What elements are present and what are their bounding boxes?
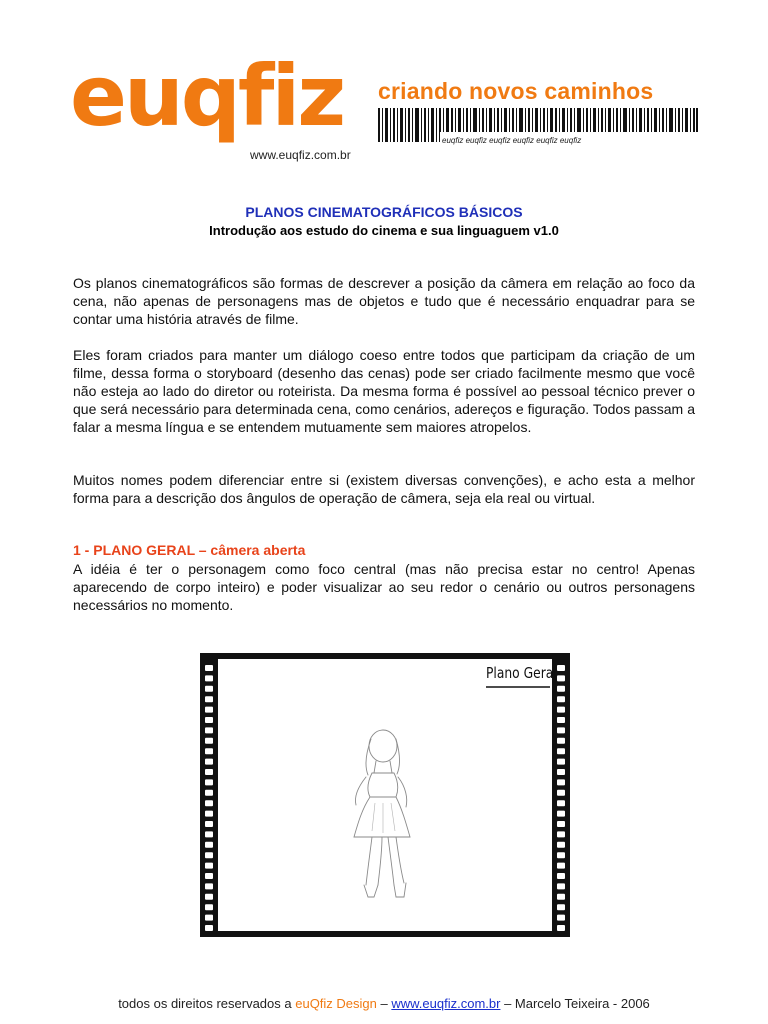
film-frame-illustration (200, 653, 570, 937)
footer (0, 996, 768, 1011)
sprocket-hole (557, 873, 565, 879)
sprocket-hole (205, 696, 213, 702)
section-heading-plano-geral: 1 - PLANO GERAL – câmera aberta (73, 542, 306, 558)
document-title: PLANOS CINEMATOGRÁFICOS BÁSICOS (245, 204, 523, 220)
sprocket-hole (557, 842, 565, 848)
sprocket-hole (205, 717, 213, 723)
sprocket-hole (205, 769, 213, 775)
footer-prefix: todos os direitos reservados a (118, 996, 296, 1011)
sprocket-hole (557, 675, 565, 681)
sprocket-hole (557, 665, 565, 671)
sprocket-hole (205, 894, 213, 900)
sprocket-hole (557, 883, 565, 889)
sprocket-hole (557, 748, 565, 754)
sprocket-hole (205, 925, 213, 931)
tagline: criando novos caminhos (378, 78, 654, 104)
barcode-caption: euqfiz euqfiz euqfiz euqfiz euqfiz euqfiz (442, 136, 582, 145)
sprocket-hole (205, 915, 213, 921)
paragraph-intro: Os planos cinematográficos são formas de descrever a posição da câmera em relação ao foco da cena, não apenas de personagens mas de objetos e tudo que é necessário enquadrar para se contar uma história através de filme. (73, 275, 695, 327)
sprocket-hole (205, 883, 213, 889)
sprocket-hole (205, 727, 213, 733)
sprocket-hole (205, 790, 213, 796)
footer-separator: – (376, 996, 392, 1011)
sprocket-hole (557, 779, 565, 785)
footer-credit: – Marcelo Teixeira - 2006 (500, 996, 650, 1011)
sprocket-hole (205, 759, 213, 765)
sprocket-hole (205, 686, 213, 692)
sprocket-hole (557, 831, 565, 837)
sprocket-hole (557, 769, 565, 775)
sprocket-hole (205, 665, 213, 671)
sprocket-hole (557, 717, 565, 723)
paragraph-plano-geral: A idéia é ter o personagem como foco central (mas não precisa estar no centro! Apenas aparecendo de corpo inteiro) e poder visualizar ao seu redor o cenário ou outros personagens necessários no momento. (73, 561, 695, 613)
sprocket-hole (557, 790, 565, 796)
figure-label: Plano Geral (486, 664, 557, 682)
sprocket-hole (557, 852, 565, 858)
logo-website: www.euqfiz.com.br (250, 148, 351, 162)
title-block (0, 203, 768, 240)
sprocket-hole (205, 873, 213, 879)
footer-website-link[interactable]: www.euqfiz.com.br (391, 996, 501, 1011)
sprocket-hole (205, 800, 213, 806)
sprocket-hole (205, 779, 213, 785)
logo-wordmark: euqfiz (70, 47, 344, 145)
sprocket-hole (205, 852, 213, 858)
header-logo (70, 47, 700, 170)
sprocket-hole (557, 894, 565, 900)
sprocket-hole (557, 696, 565, 702)
sprocket-hole (205, 904, 213, 910)
sprocket-hole (557, 759, 565, 765)
sprocket-hole (205, 863, 213, 869)
sprocket-hole (205, 811, 213, 817)
sprocket-hole (205, 821, 213, 827)
sprocket-hole (557, 800, 565, 806)
sprocket-hole (557, 686, 565, 692)
sprocket-hole (205, 675, 213, 681)
sprocket-hole (205, 707, 213, 713)
document-subtitle: Introdução aos estudo do cinema e sua linguaguem v1.0 (209, 223, 559, 238)
sprocket-hole (557, 863, 565, 869)
sprocket-hole (557, 727, 565, 733)
sprocket-hole (205, 842, 213, 848)
paragraph-purpose: Eles foram criados para manter um diálogo coeso entre todos que participam da criação de um filme, dessa forma o storyboard (desenho das cenas) pode ser criado facilmente mesmo que você não esteja ao lado do diretor ou roteirista. Da mesma forma é possível ao pessoal técnico prever o que será necessário para determinada cena, como cenários, adereços e figuração. Todos passam a falar a mesma língua e se entendem mutuamente sem maiores atropelos. (73, 347, 695, 435)
sprocket-hole (557, 707, 565, 713)
sprocket-hole (205, 831, 213, 837)
sprocket-hole (557, 904, 565, 910)
sprocket-hole (557, 821, 565, 827)
sprocket-hole (557, 925, 565, 931)
footer-brand: euQfiz Design (295, 996, 377, 1011)
sprocket-hole (557, 915, 565, 921)
sprocket-hole (557, 811, 565, 817)
sprocket-hole (557, 738, 565, 744)
paragraph-conventions: Muitos nomes podem diferenciar entre si (existem diversas convenções), e acho esta a melhor forma para a descrição dos ângulos de operação de câmera, seja ela real ou virtual. (73, 472, 695, 506)
sprocket-hole (205, 748, 213, 754)
sprocket-hole (205, 738, 213, 744)
